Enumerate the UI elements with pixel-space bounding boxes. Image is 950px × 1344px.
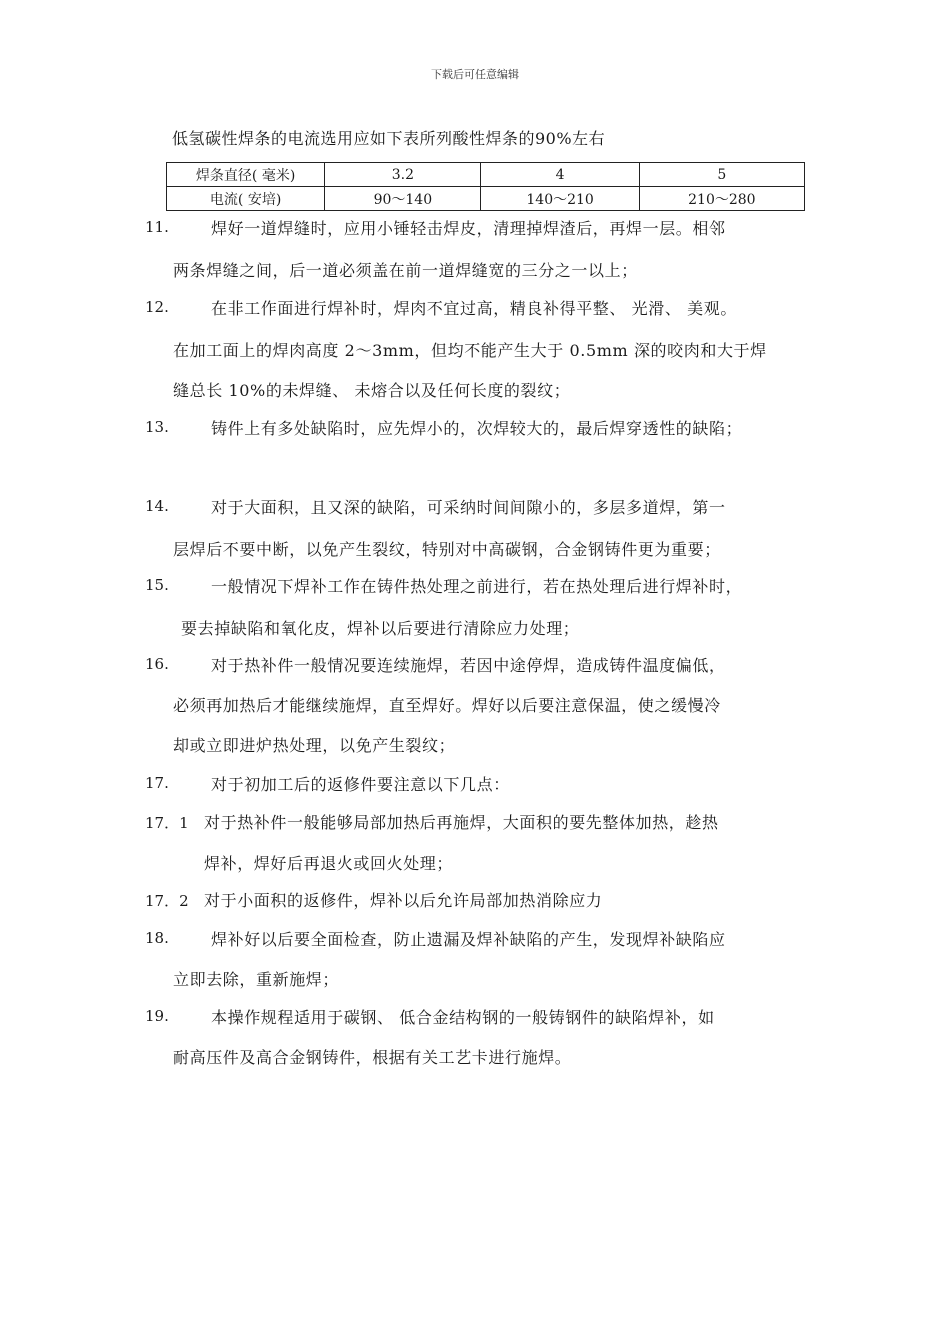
item-text-line: 两条焊缝之间，后一道必须盖在前一道焊缝宽的三分之一以上； bbox=[173, 261, 638, 280]
item-number: 16. bbox=[145, 655, 169, 673]
table-cell: 5 bbox=[639, 163, 804, 187]
table-row bbox=[167, 163, 805, 187]
item-text-line: 焊好一道焊缝时，应用小锤轻击焊皮，清理掉焊渣后，再焊一层。相邻 bbox=[211, 219, 726, 238]
item-number: 17. bbox=[145, 774, 169, 792]
item-text-line: 对于热补件一般能够局部加热后再施焊，大面积的要先整体加热，趁热 bbox=[204, 813, 719, 832]
table-cell: 210～280 bbox=[639, 187, 804, 211]
item-text-line: 本操作规程适用于碳钢、 低合金结构钢的一般铸钢件的缺陷焊补，如 bbox=[211, 1008, 715, 1027]
item-number: 14. bbox=[145, 497, 169, 515]
item-number: 11. bbox=[145, 218, 169, 236]
item-text-line: 焊补好以后要全面检查，防止遗漏及焊补缺陷的产生，发现焊补缺陷应 bbox=[211, 930, 726, 949]
table-cell: 4 bbox=[481, 163, 639, 187]
page-header: 下载后可任意编辑 bbox=[431, 68, 519, 81]
item-text-line: 要去掉缺陷和氧化皮，焊补以后要进行清除应力处理； bbox=[181, 619, 580, 638]
item-number: 15. bbox=[145, 576, 169, 594]
table-cell: 140～210 bbox=[481, 187, 639, 211]
table-cell: 焊条直径( 毫米) bbox=[167, 163, 325, 187]
item-text-line: 对于大面积，且又深的缺陷，可采纳时间间隙小的，多层多道焊，第一 bbox=[211, 498, 726, 517]
item-text-line: 立即去除，重新施焊； bbox=[173, 970, 340, 989]
item-text-line: 缝总长 10%的未焊缝、 未熔合以及任何长度的裂纹； bbox=[173, 381, 571, 400]
table-cell: 3.2 bbox=[325, 163, 481, 187]
item-text-line: 在加工面上的焊肉高度 2～3mm，但均不能产生大于 0.5mm 深的咬肉和大于焊 bbox=[173, 341, 767, 360]
item-text-line: 对于热补件一般情况要连续施焊，若因中途停焊，造成铸件温度偏低， bbox=[211, 656, 726, 675]
item-text-line: 层焊后不要中断，以免产生裂纹，特别对中高碳钢，合金钢铸件更为重要； bbox=[173, 540, 721, 559]
current-spec-table bbox=[166, 162, 805, 211]
item-text-line: 一般情况下焊补工作在铸件热处理之前进行，若在热处理后进行焊补时， bbox=[211, 577, 743, 596]
item-text-line: 对于初加工后的返修件要注意以下几点： bbox=[211, 775, 510, 794]
item-text-line: 必须再加热后才能继续施焊，直至焊好。焊好以后要注意保温，使之缓慢冷 bbox=[173, 696, 721, 715]
item-text-line: 焊补，焊好后再退火或回火处理； bbox=[204, 854, 454, 873]
item-text-line: 铸件上有多处缺陷时，应先焊小的，次焊较大的，最后焊穿透性的缺陷； bbox=[211, 419, 743, 438]
item-text-line: 耐高压件及高合金钢铸件，根据有关工艺卡进行施焊。 bbox=[173, 1048, 572, 1067]
item-number: 17．2 bbox=[145, 892, 189, 910]
item-number: 18. bbox=[145, 929, 169, 947]
table-cell: 电流( 安培) bbox=[167, 187, 325, 211]
table-cell: 90～140 bbox=[325, 187, 481, 211]
item-number: 17．1 bbox=[145, 814, 189, 832]
intro-sentence: 低氢碳性焊条的电流选用应如下表所列酸性焊条的90%左右 bbox=[172, 129, 606, 148]
item-text-line: 对于小面积的返修件，焊补以后允许局部加热消除应力 bbox=[204, 891, 603, 910]
item-number: 19. bbox=[145, 1007, 169, 1025]
item-text-line: 却或立即进炉热处理，以免产生裂纹； bbox=[173, 736, 456, 755]
item-text-line: 在非工作面进行焊补时，焊肉不宜过高，精良补得平整、 光滑、 美观。 bbox=[211, 299, 737, 318]
item-number: 13. bbox=[145, 418, 169, 436]
table-row bbox=[167, 187, 805, 211]
item-number: 12. bbox=[145, 298, 169, 316]
